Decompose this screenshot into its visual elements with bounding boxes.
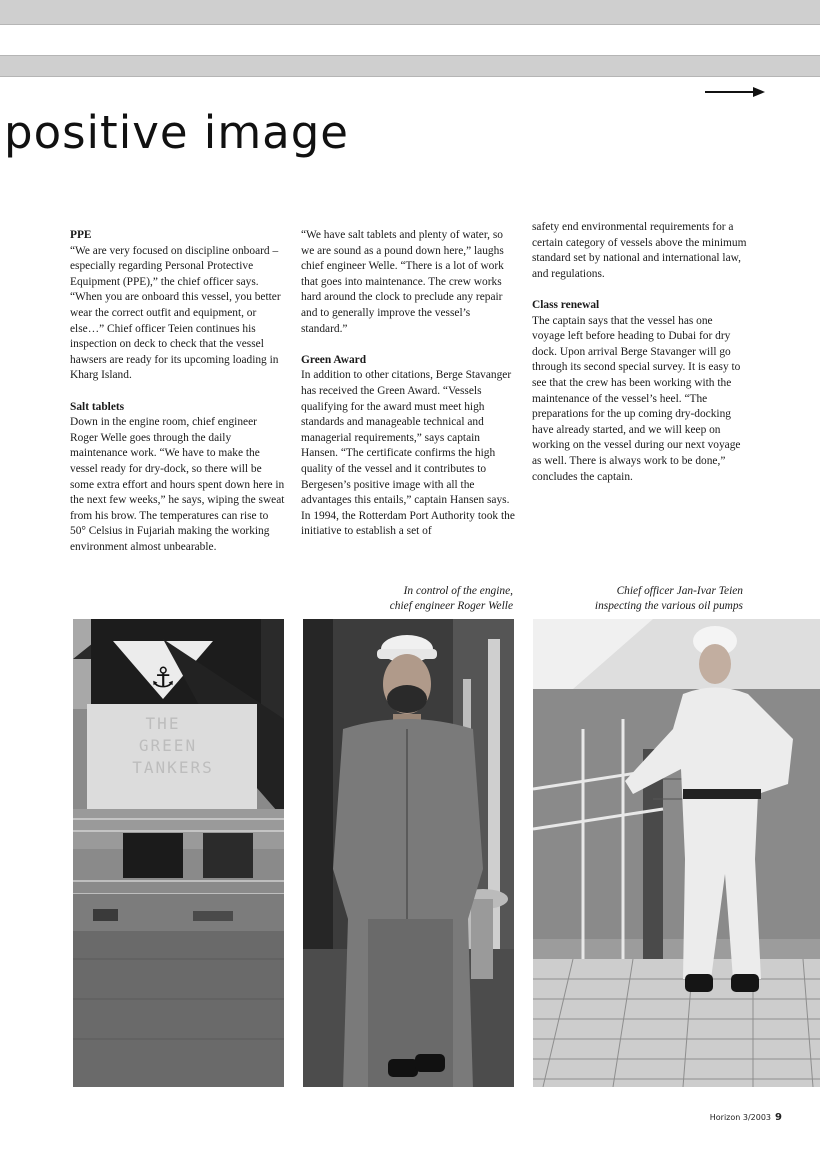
photo-chief-engineer <box>303 619 514 1087</box>
header-gray-band <box>0 55 820 77</box>
paragraph-requirements-cont: safety end environmental requirements for a certain category of vessels above the minimum standard set by national and international law, and regulations. <box>532 221 747 280</box>
photo-ship-funnel <box>73 619 284 1087</box>
funnel-text-line: THE <box>145 714 181 733</box>
caption-line: inspecting the various oil pumps <box>594 600 743 612</box>
arrow-right-icon <box>705 84 765 100</box>
funnel-text-line: TANKERS <box>132 758 214 777</box>
photo-caption-officer <box>543 584 743 614</box>
section-heading-class-renewal: Class renewal <box>532 298 600 311</box>
paragraph-green-award: In addition to other citations, Berge Stavanger has received the Green Award. “Vessels qualifying for the award must meet high standards and manageable technical and managerial requirements,” says captain Hansen. “The certificate confirms the high quality of the vessel and it contributes to Bergesen’s positive image with all the advantages this entails,” captain Hansen says. <box>301 369 512 507</box>
paragraph-salt-tablets: Down in the engine room, chief engineer Roger Welle goes through the daily maintenance work. “We have to make the vessel ready for dry-dock, so there will be some extra effort and hours spent down here in the next few weeks,” he says, wiping the sweat from his brow. The temperatures can rise to 50° Celsius in Fujariah making the working environment almost unbearable. <box>70 416 285 553</box>
page-footer <box>670 1112 782 1123</box>
text-column-3 <box>532 220 748 485</box>
publication-name: Horizon 3/2003 <box>709 1113 772 1122</box>
page-number: 9 <box>775 1112 782 1123</box>
photo-chief-officer <box>533 619 820 1087</box>
svg-text:⚓: ⚓ <box>150 661 176 694</box>
funnel-text-line: GREEN <box>138 736 198 755</box>
text-column-2 <box>301 228 517 540</box>
caption-line: In control of the engine, <box>403 585 513 597</box>
photo-caption-engineer <box>313 584 513 614</box>
caption-line: Chief officer Jan-Ivar Teien <box>616 585 743 597</box>
section-heading-ppe: PPE <box>70 229 92 241</box>
section-heading-salt-tablets: Salt tablets <box>70 400 125 413</box>
paragraph-ppe: “We are very focused on discipline onboard – especially regarding Personal Protective Equipment (PPE),” the chief officer says. “When you are onboard this vessel, you better wear the correct outfit and equipment, or else…” Chief officer Teien continues his inspection on deck to check that the vessel hawsers are ready for its upcoming loading in Kharg Island. <box>70 244 281 382</box>
section-heading-green-award: Green Award <box>301 353 367 366</box>
paragraph-class-renewal: The captain says that the vessel has one voyage left before heading to Dubai for dry dock. Upon arrival Berge Stavanger will go through its second special survey. It is easy to see that the crew has been working with the maintenance of the vessel’s heel. “The preparations for the up coming dry-docking have already started, and we will keep on working on the vessel during our next voyage as well. There is always work to be done,” concludes the captain. <box>532 314 741 483</box>
top-gray-band <box>0 0 820 25</box>
text-column-1 <box>70 228 286 555</box>
paragraph-rotterdam: In 1994, the Rotterdam Port Authority took the initiative to establish a set of <box>301 509 515 538</box>
headline: positive image <box>4 106 349 159</box>
paragraph-salt-tablets-cont: “We have salt tablets and plenty of water, so we are sound as a pound down here,” laughs chief engineer Welle. “There is a lot of work that goes into maintenance. The crew works hard around the clock to preclude any repair and to generally improve the vessel’s standard.” <box>301 229 504 335</box>
caption-line: chief engineer Roger Welle <box>389 600 513 612</box>
